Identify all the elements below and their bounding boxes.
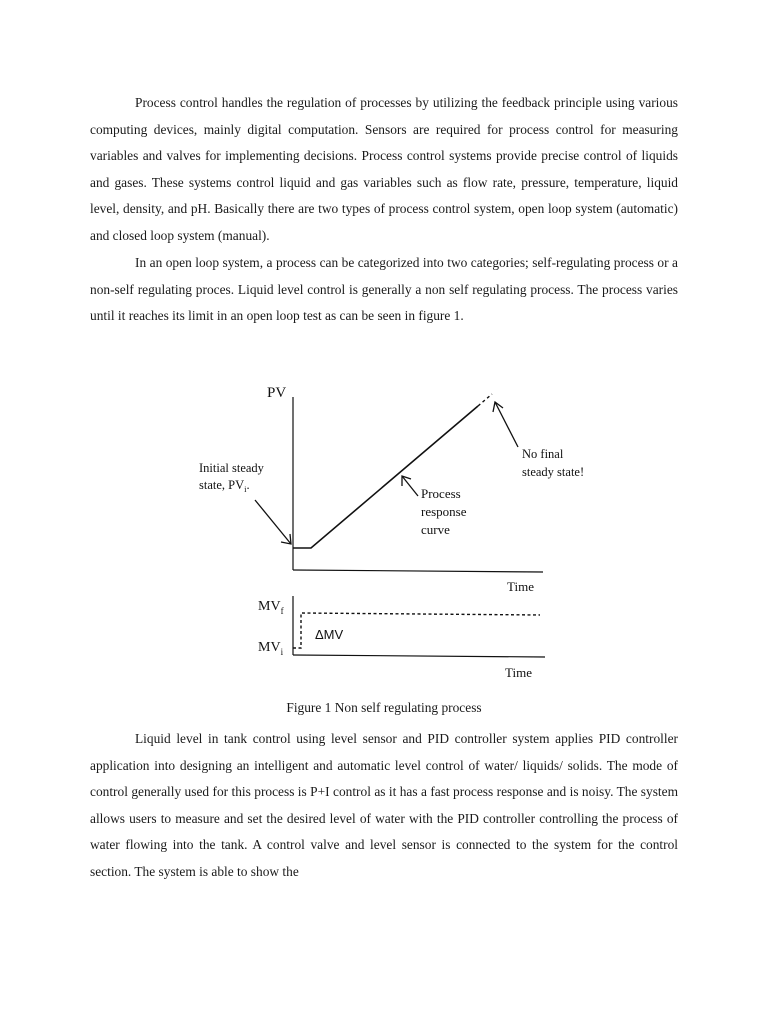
initial-state-label-line2: state, $PV_i$.: [199, 478, 250, 494]
process-label-line2: response: [421, 504, 467, 519]
process-response-curve: [293, 406, 478, 548]
mvi-label: $MV_i$: [258, 640, 284, 657]
process-label-line3: curve: [421, 522, 450, 537]
paragraph-open-loop: In an open loop system, a process can be categorized into two categories; self-regulating process or a non-self regulating proces. Liquid level control is generally a non self regulating process. The process varies until it reaches its limit in an open loop test as can be seen in figure 1.: [90, 255, 678, 324]
top-time-axis: [293, 570, 543, 572]
figure-non-self-regulating: [195, 372, 585, 682]
process-label-line1: Process: [421, 486, 461, 501]
paragraph-pid-control: Liquid level in tank control using level sensor and PID controller system applies PID controller application into designing an intelligent and automatic level control of water/ liquids/ solids. The mode of control generally used for this process is P+I control as it has a fast process response and is noisy. The system allows users to measure and set the desired level of water with the PID controller controlling the process of water flowing into the tank. A control valve and level sensor is connected to the system for the control section. The system is able to show the: [90, 731, 678, 879]
no-final-label-line1: No final: [522, 447, 564, 461]
arrow-no-final: [495, 402, 518, 447]
no-final-label-line2: steady state!: [522, 465, 585, 479]
bottom-time-axis: [293, 655, 545, 657]
paragraph-intro: Process control handles the regulation of processes by utilizing the feedback principle using various computing devices, mainly digital computation. Sensors are required for process control for measuring variables and valves for implementing decisions. Process control systems provide precise control of liquids and gases. These systems control liquid and gas variables such as flow rate, pressure, temperature, liquid level, density, and pH. Basically there are two types of process control system, open loop system (automatic) and closed loop system (manual).: [90, 95, 678, 243]
pv-label: PV: [267, 385, 287, 401]
mvf-label: $MV_f$: [258, 599, 284, 616]
time-label-bottom: Time: [505, 665, 532, 680]
curve-dashed-extension: [478, 394, 492, 406]
arrow-initial-state: [255, 500, 291, 544]
figure-caption: Figure 1 Non self regulating process: [286, 700, 482, 715]
process-response-diagram: [195, 372, 585, 682]
time-label-top: Time: [507, 579, 534, 594]
initial-state-label-line1: Initial steady: [199, 461, 264, 475]
delta-mv-label: ΔMV: [315, 627, 344, 642]
